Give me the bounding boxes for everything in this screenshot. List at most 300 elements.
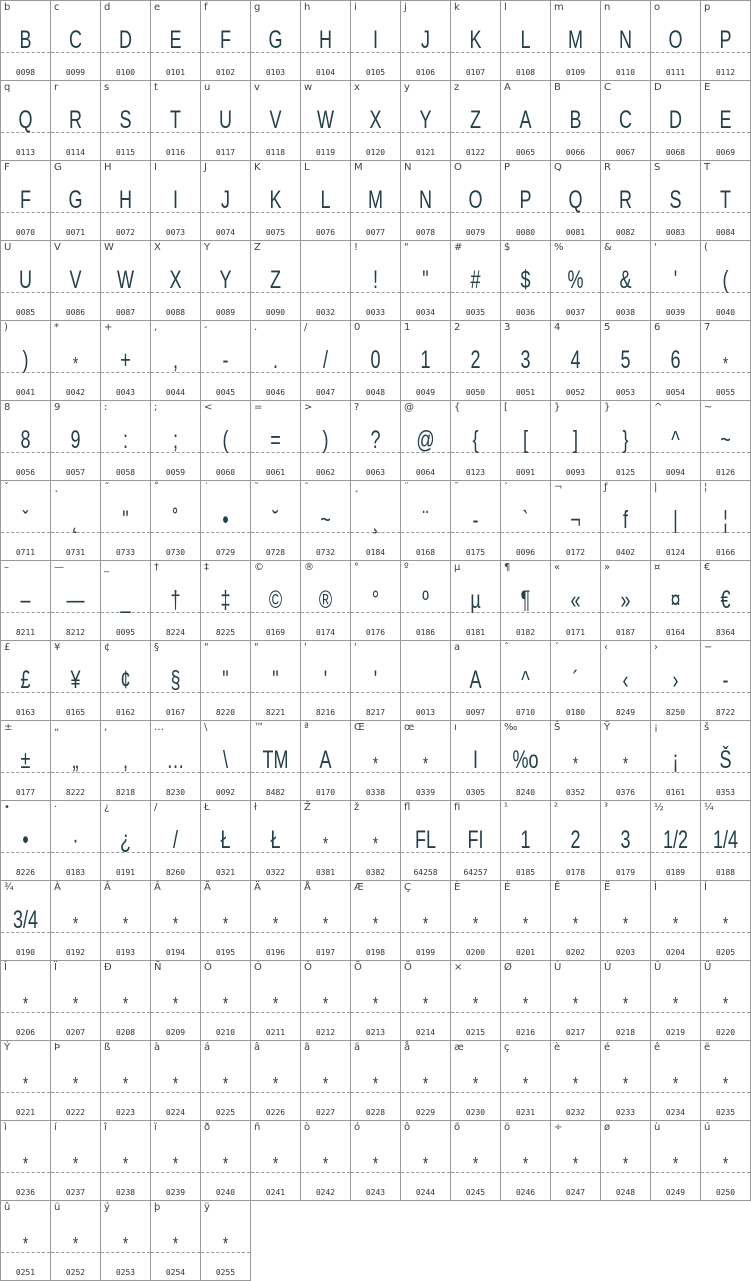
glyph-cell-label: ñ <box>254 1122 261 1133</box>
glyph-code: 0114 <box>65 148 86 157</box>
glyph-sample: ) <box>22 346 29 374</box>
glyph-sample: FI <box>467 826 484 854</box>
glyph-sample: * <box>522 1074 529 1094</box>
glyph-sample: ( <box>722 266 729 294</box>
glyph-code: 0247 <box>565 1188 586 1197</box>
glyph-cell <box>501 641 551 721</box>
glyph-cell-label: ¡ <box>654 722 659 733</box>
glyph-cell <box>201 721 251 801</box>
glyph-sample: … <box>166 746 185 774</box>
glyph-cell-label: ; <box>154 402 158 413</box>
glyph-cell-label: $ <box>504 242 511 253</box>
glyph-sample: * <box>622 914 629 934</box>
glyph-code: 64257 <box>463 868 488 877</box>
glyph-cell <box>701 721 751 801</box>
glyph-code: 0185 <box>515 868 536 877</box>
glyph-sample: W <box>316 106 334 134</box>
glyph-cell <box>551 961 601 1041</box>
glyph-code: 0186 <box>415 628 436 637</box>
glyph-sample: I <box>372 26 378 54</box>
glyph-sample: ' <box>373 666 378 694</box>
glyph-cell <box>1 1 51 81</box>
glyph-cell-label: Ç <box>404 882 411 893</box>
glyph-code: 0059 <box>165 468 186 477</box>
glyph-cell <box>1 481 51 561</box>
glyph-code: 0087 <box>115 308 136 317</box>
glyph-sample: * <box>322 1074 329 1094</box>
glyph-cell <box>401 1121 451 1201</box>
glyph-cell <box>201 401 251 481</box>
glyph-cell <box>551 321 601 401</box>
glyph-cell <box>301 801 351 881</box>
glyph-sample: C <box>618 106 633 134</box>
glyph-cell-label: Ý <box>4 1042 11 1053</box>
glyph-sample: * <box>172 1074 179 1094</box>
glyph-code: 0255 <box>215 1268 236 1277</box>
glyph-cell-label: h <box>304 2 311 13</box>
glyph-sample: S <box>119 106 132 134</box>
glyph-cell-label: t <box>154 82 158 93</box>
glyph-sample: * <box>672 1154 679 1174</box>
glyph-code: 0232 <box>565 1108 586 1117</box>
glyph-cell <box>451 641 501 721</box>
glyph-sample: * <box>622 1074 629 1094</box>
glyph-code: 0091 <box>515 468 536 477</box>
glyph-code: 0212 <box>315 1028 336 1037</box>
glyph-cell-label: z <box>454 82 460 93</box>
glyph-cell-label: ˇ <box>4 482 9 493</box>
glyph-code: 0252 <box>65 1268 86 1277</box>
glyph-cell <box>451 721 501 801</box>
glyph-cell-label: y <box>404 82 410 93</box>
glyph-sample: - <box>722 666 729 694</box>
glyph-code: 0207 <box>65 1028 86 1037</box>
glyph-sample: * <box>172 994 179 1014</box>
glyph-cell-label: Ñ <box>154 962 162 973</box>
glyph-code: 0216 <box>515 1028 536 1037</box>
glyph-sample: F <box>19 186 32 214</box>
glyph-cell-label: \ <box>204 722 208 733</box>
glyph-cell <box>451 81 501 161</box>
glyph-cell-label: " <box>404 242 409 253</box>
glyph-cell <box>201 81 251 161</box>
glyph-sample: } <box>622 426 629 454</box>
glyph-code: 0227 <box>315 1108 336 1117</box>
glyph-code: 0190 <box>15 948 36 957</box>
glyph-code: 0224 <box>165 1108 186 1117</box>
glyph-sample: - <box>472 506 479 534</box>
glyph-cell-label: ä <box>354 1042 361 1053</box>
glyph-code: 0181 <box>465 628 486 637</box>
glyph-cell-label: õ <box>454 1122 461 1133</box>
glyph-code: 0033 <box>365 308 386 317</box>
glyph-cell-label: _ <box>104 562 109 573</box>
glyph-cell-label: n <box>604 2 611 13</box>
glyph-sample: * <box>72 914 79 934</box>
glyph-sample: " <box>272 666 279 694</box>
glyph-code: 0177 <box>15 788 36 797</box>
glyph-sample: › <box>672 666 679 694</box>
glyph-cell-label: ~ <box>704 402 713 413</box>
glyph-sample: ¨ <box>422 506 429 534</box>
glyph-code: 0060 <box>215 468 236 477</box>
glyph-sample: * <box>572 994 579 1014</box>
glyph-cell-label: Þ <box>54 1042 61 1053</box>
glyph-sample: B <box>19 26 32 54</box>
glyph-sample: ¬ <box>570 506 581 534</box>
glyph-sample: ` <box>522 506 529 534</box>
glyph-cell-label: „ <box>54 722 60 733</box>
glyph-cell-label: Â <box>104 882 111 893</box>
glyph-cell <box>351 961 401 1041</box>
glyph-cell-label: Ã <box>204 882 211 893</box>
glyph-sample: R <box>618 186 633 214</box>
glyph-cell-label: v <box>254 82 260 93</box>
glyph-sample: A <box>519 106 532 134</box>
glyph-sample: V <box>269 106 282 134</box>
glyph-cell <box>151 401 201 481</box>
glyph-cell-label: L <box>304 162 310 173</box>
glyph-cell <box>501 401 551 481</box>
glyph-cell-label: b <box>4 2 11 13</box>
glyph-code: 0219 <box>665 1028 686 1037</box>
glyph-code: 0084 <box>715 228 736 237</box>
glyph-code: 0251 <box>15 1268 36 1277</box>
glyph-code: 0171 <box>565 628 586 637</box>
glyph-code: 0174 <box>315 628 336 637</box>
glyph-sample: * <box>272 1154 279 1174</box>
glyph-cell <box>651 961 701 1041</box>
glyph-cell <box>451 481 501 561</box>
glyph-cell <box>301 321 351 401</box>
glyph-sample: A <box>469 666 482 694</box>
glyph-cell-label: º <box>404 562 409 573</box>
glyph-cell-label: È <box>454 882 461 893</box>
glyph-cell-label: ´ <box>554 642 559 653</box>
glyph-cell-label: à <box>154 1042 161 1053</box>
glyph-code: 0178 <box>565 868 586 877</box>
glyph-cell <box>501 721 551 801</box>
glyph-sample: V <box>69 266 82 294</box>
glyph-code: 0076 <box>315 228 336 237</box>
glyph-cell <box>401 161 451 241</box>
glyph-sample: * <box>422 914 429 934</box>
glyph-code: 0117 <box>215 148 236 157</box>
glyph-code: 0202 <box>565 948 586 957</box>
glyph-cell-label: fl <box>404 802 411 813</box>
glyph-cell-label: { <box>454 402 461 413</box>
glyph-cell-label: Ð <box>104 962 112 973</box>
glyph-cell-label: d <box>104 2 111 13</box>
glyph-sample: L <box>520 26 531 54</box>
glyph-sample: L <box>320 186 331 214</box>
glyph-cell-label: · <box>54 802 58 813</box>
glyph-cell <box>151 961 201 1041</box>
glyph-cell <box>301 561 351 641</box>
glyph-code: 0165 <box>65 708 86 717</box>
glyph-code: 64258 <box>413 868 438 877</box>
glyph-code: 0204 <box>665 948 686 957</box>
glyph-code: 0121 <box>415 148 436 157</box>
glyph-sample: 1 <box>520 826 531 854</box>
glyph-code: 0176 <box>365 628 386 637</box>
glyph-sample: 5 <box>620 346 631 374</box>
glyph-sample: – <box>20 586 31 614</box>
glyph-sample: * <box>422 1154 429 1174</box>
glyph-cell <box>601 401 651 481</box>
glyph-sample: ‹ <box>622 666 629 694</box>
glyph-cell <box>601 1 651 81</box>
glyph-cell <box>1 1201 51 1281</box>
glyph-cell <box>701 321 751 401</box>
glyph-cell-label: ÿ <box>204 1202 210 1213</box>
glyph-sample: M <box>567 26 583 54</box>
glyph-cell <box>601 721 651 801</box>
glyph-cell <box>101 81 151 161</box>
glyph-cell <box>651 481 701 561</box>
glyph-cell <box>51 721 101 801</box>
glyph-cell-label: N <box>404 162 412 173</box>
glyph-cell-label: H <box>104 162 112 173</box>
glyph-sample: * <box>72 994 79 1014</box>
glyph-code: 0110 <box>615 68 636 77</box>
glyph-cell-label: á <box>204 1042 211 1053</box>
glyph-cell <box>501 481 551 561</box>
glyph-sample: 8 <box>20 426 31 454</box>
glyph-code: 0055 <box>715 388 736 397</box>
glyph-cell-label: 1 <box>404 322 411 333</box>
glyph-code: 8226 <box>15 868 36 877</box>
glyph-cell <box>51 641 101 721</box>
glyph-code: 0125 <box>615 468 636 477</box>
glyph-cell <box>1 1041 51 1121</box>
glyph-code: 0163 <box>15 708 36 717</box>
glyph-cell <box>151 641 201 721</box>
glyph-sample: " <box>222 666 229 694</box>
glyph-cell <box>601 241 651 321</box>
glyph-sample: * <box>22 1154 29 1174</box>
glyph-code: 0046 <box>265 388 286 397</box>
glyph-cell <box>351 81 401 161</box>
glyph-code: 0211 <box>265 1028 286 1037</box>
glyph-cell-label: c <box>54 2 60 13</box>
glyph-code: 0093 <box>565 468 586 477</box>
glyph-code: 8224 <box>165 628 186 637</box>
glyph-cell <box>401 721 451 801</box>
glyph-cell <box>601 1121 651 1201</box>
glyph-cell <box>101 1121 151 1201</box>
glyph-code: 0112 <box>715 68 736 77</box>
glyph-cell <box>51 161 101 241</box>
glyph-sample: ; <box>172 426 178 454</box>
glyph-sample: ¢ <box>120 666 131 694</box>
glyph-cell-label: G <box>54 162 62 173</box>
glyph-code: 0099 <box>65 68 86 77</box>
glyph-cell-label: j <box>404 2 407 13</box>
glyph-sample: 6 <box>670 346 681 374</box>
glyph-cell-label: < <box>204 402 213 413</box>
glyph-sample: 3 <box>620 826 631 854</box>
glyph-sample: O <box>668 26 683 54</box>
glyph-code: 0237 <box>65 1188 86 1197</box>
glyph-sample: ^ <box>671 426 680 454</box>
glyph-cell <box>701 1121 751 1201</box>
glyph-code: 0183 <box>65 868 86 877</box>
glyph-cell-label: k <box>454 2 460 13</box>
glyph-cell-label: P <box>504 162 511 173</box>
glyph-code: 8212 <box>65 628 86 637</box>
glyph-sample: 3 <box>520 346 531 374</box>
glyph-cell <box>1 961 51 1041</box>
glyph-cell-label: ¸ <box>354 482 359 493</box>
glyph-sample: ¶ <box>520 586 531 614</box>
glyph-cell <box>51 1121 101 1201</box>
glyph-cell <box>551 641 601 721</box>
glyph-cell <box>401 401 451 481</box>
glyph-sample: µ <box>470 586 481 614</box>
glyph-cell <box>201 241 251 321</box>
glyph-cell <box>301 241 351 321</box>
glyph-cell <box>51 561 101 641</box>
glyph-code: 0058 <box>115 468 136 477</box>
glyph-sample: + <box>120 346 131 374</box>
glyph-cell-label: Â <box>154 882 161 893</box>
glyph-sample: * <box>272 994 279 1014</box>
glyph-sample: Q <box>568 186 583 214</box>
glyph-cell-label: / <box>154 802 158 813</box>
glyph-cell <box>601 1041 651 1121</box>
glyph-sample: A <box>319 746 332 774</box>
glyph-cell-label: : <box>104 402 108 413</box>
glyph-code: 0208 <box>115 1028 136 1037</box>
glyph-sample: Ł <box>270 826 281 854</box>
glyph-sample: T <box>719 186 732 214</box>
glyph-code: 8260 <box>165 868 186 877</box>
glyph-cell-label: ' <box>654 242 657 253</box>
glyph-cell <box>101 321 151 401</box>
glyph-cell-label: ™ <box>254 722 264 733</box>
glyph-cell-label: • <box>4 802 10 813</box>
glyph-sample: C <box>68 26 83 54</box>
glyph-cell <box>151 1 201 81</box>
glyph-cell-label: – <box>4 562 9 573</box>
glyph-cell <box>51 481 101 561</box>
glyph-cell-label: ° <box>354 562 359 573</box>
glyph-cell <box>351 1121 401 1201</box>
glyph-cell-label: ˆ <box>504 642 509 653</box>
glyph-code: 0381 <box>315 868 336 877</box>
glyph-sample: * <box>22 1234 29 1254</box>
glyph-code: 0214 <box>415 1028 436 1037</box>
glyph-cell-label: û <box>4 1202 11 1213</box>
glyph-cell-label: u <box>204 82 211 93</box>
glyph-sample: FL <box>414 826 437 854</box>
glyph-cell-label: Ÿ <box>604 722 611 733</box>
glyph-code: 0376 <box>615 788 636 797</box>
glyph-sample: * <box>672 914 679 934</box>
glyph-code: 8221 <box>265 708 286 717</box>
glyph-cell-label: " <box>254 642 259 653</box>
glyph-code: 0044 <box>165 388 186 397</box>
glyph-code: 0094 <box>665 468 686 477</box>
glyph-code: 0164 <box>665 628 686 637</box>
glyph-code: 8230 <box>165 788 186 797</box>
glyph-cell-label: V <box>54 242 61 253</box>
glyph-sample: * <box>722 914 729 934</box>
glyph-sample: „ <box>72 746 79 774</box>
glyph-code: 8364 <box>715 628 736 637</box>
glyph-sample: « <box>570 586 581 614</box>
glyph-sample: Q <box>18 106 33 134</box>
glyph-cell-label: Î <box>4 962 7 973</box>
glyph-cell-label: ˛ <box>54 482 59 493</box>
glyph-cell <box>101 641 151 721</box>
glyph-cell-label: ü <box>54 1202 61 1213</box>
glyph-code: 0238 <box>115 1188 136 1197</box>
glyph-code: 0244 <box>415 1188 436 1197</box>
glyph-cell-label: [ <box>504 402 508 413</box>
glyph-code: 0197 <box>315 948 336 957</box>
glyph-cell-label: I <box>154 162 157 173</box>
glyph-code: 0098 <box>15 68 36 77</box>
glyph-code: 0245 <box>465 1188 486 1197</box>
glyph-cell-label: ö <box>504 1122 511 1133</box>
glyph-cell-label: 5 <box>604 322 611 333</box>
glyph-code: 0193 <box>115 948 136 957</box>
glyph-sample: \ <box>222 746 228 774</box>
glyph-code: 0222 <box>65 1108 86 1117</box>
glyph-code: 0054 <box>665 388 686 397</box>
glyph-cell-label: + <box>104 322 113 333</box>
glyph-sample: ! <box>372 266 378 294</box>
glyph-cell <box>451 1121 501 1201</box>
glyph-code: 0109 <box>565 68 586 77</box>
glyph-cell <box>251 481 301 561</box>
glyph-cell-label: › <box>654 642 658 653</box>
glyph-cell-label: 8 <box>4 402 11 413</box>
glyph-code: 0235 <box>715 1108 736 1117</box>
glyph-cell <box>101 161 151 241</box>
glyph-sample: ´ <box>572 666 579 694</box>
glyph-code: 8225 <box>215 628 236 637</box>
glyph-code: 0201 <box>515 948 536 957</box>
glyph-code: 8211 <box>15 628 36 637</box>
glyph-code: 0116 <box>165 148 186 157</box>
glyph-code: 0068 <box>665 148 686 157</box>
glyph-cell <box>151 721 201 801</box>
glyph-cell <box>551 401 601 481</box>
glyph-cell-label: − <box>704 642 713 653</box>
glyph-cell-label: § <box>154 642 159 653</box>
glyph-code: 0077 <box>365 228 386 237</box>
glyph-code: 0085 <box>15 308 36 317</box>
glyph-code: 0230 <box>465 1108 486 1117</box>
glyph-cell-label: * <box>54 322 59 333</box>
glyph-code: 0175 <box>465 548 486 557</box>
glyph-cell <box>51 321 101 401</box>
glyph-sample: & <box>619 266 632 294</box>
glyph-sample: * <box>372 834 379 854</box>
glyph-cell <box>351 801 401 881</box>
glyph-cell <box>701 881 751 961</box>
glyph-sample: 9 <box>70 426 81 454</box>
glyph-sample: ® <box>318 586 333 614</box>
glyph-sample: , <box>172 346 178 374</box>
glyph-code: 0182 <box>515 628 536 637</box>
glyph-sample: * <box>472 1074 479 1094</box>
glyph-cell <box>451 401 501 481</box>
glyph-sample: N <box>418 186 433 214</box>
